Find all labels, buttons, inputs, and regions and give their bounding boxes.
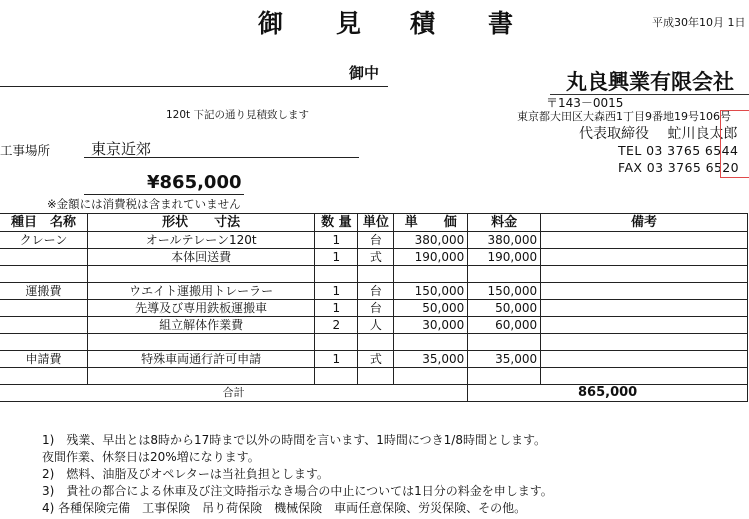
client-underline (0, 86, 388, 87)
row-unit-price: 150,000 (394, 283, 468, 300)
row-remarks (541, 232, 748, 249)
row-unit-price: 380,000 (394, 232, 468, 249)
row-unit-price: 35,000 (394, 351, 468, 368)
amount-underline (84, 194, 244, 195)
note-line: 3) 貴社の都合による休車及び注文時指示なき場合の中止については1日分の料金を申します。 (42, 484, 553, 498)
row-qty: 1 (315, 232, 358, 249)
table-row (0, 334, 748, 351)
issue-date: 平成30年10月 1日 (652, 16, 746, 29)
title-char-2: 見 (336, 9, 362, 38)
client-suffix: 御中 (349, 64, 380, 82)
note-line: 2) 燃料、油脂及びオペレターは当社負担とします。 (42, 467, 329, 481)
table-header-row (0, 214, 748, 232)
row-qty: 2 (315, 317, 358, 334)
row-category (0, 317, 87, 334)
total-amount-display: ¥865,000 (147, 172, 242, 193)
row-unit: 台 (358, 300, 394, 317)
terms-notes (42, 432, 553, 517)
title-char-4: 書 (488, 9, 514, 38)
row-category: クレーン (0, 232, 87, 249)
row-amount (468, 368, 541, 385)
header-category: 種目 名称 (0, 214, 87, 232)
row-category: 申請費 (0, 351, 87, 368)
company-seal-stamp (720, 110, 749, 178)
row-remarks (541, 266, 748, 283)
intro-text: 120t 下記の通り見積致します (166, 109, 309, 121)
row-item: ウエイト運搬用トレーラー (87, 283, 314, 300)
company-name: 丸良興業有限会社 (566, 70, 734, 94)
row-category (0, 266, 87, 283)
row-item: 先導及び専用鉄板運搬車 (87, 300, 314, 317)
table-total-row (0, 385, 748, 402)
row-qty (315, 334, 358, 351)
table-row (0, 283, 748, 300)
row-remarks (541, 334, 748, 351)
table-row (0, 249, 748, 266)
header-remarks: 備考 (541, 214, 748, 232)
header-amount: 料金 (468, 214, 541, 232)
row-amount (468, 266, 541, 283)
row-unit-price (394, 368, 468, 385)
title-char-1: 御 (258, 9, 284, 38)
row-qty: 1 (315, 300, 358, 317)
row-item: オールテレーン120t (87, 232, 314, 249)
note-line: 4) 各種保険完備 工事保険 吊り荷保険 機械保険 車両任意保険、労災保険、その他。 (42, 501, 527, 515)
total-label: 合計 (0, 385, 468, 402)
row-qty (315, 266, 358, 283)
row-unit-price (394, 334, 468, 351)
header-item: 形状 寸法 (87, 214, 314, 232)
company-fax: FAX 03 3765 6520 (618, 160, 740, 175)
row-remarks (541, 368, 748, 385)
company-address: 東京都大田区大森西1丁目9番地19号106号 (517, 110, 731, 123)
row-unit (358, 334, 394, 351)
header-qty: 数 量 (315, 214, 358, 232)
row-item: 特殊車両通行許可申請 (87, 351, 314, 368)
row-amount: 50,000 (468, 300, 541, 317)
row-qty: 1 (315, 283, 358, 300)
row-amount: 35,000 (468, 351, 541, 368)
site-label: 工事場所 (0, 143, 51, 158)
row-category (0, 300, 87, 317)
row-item: 組立解体作業費 (87, 317, 314, 334)
company-postal: 〒143－0015 (546, 96, 624, 110)
tax-note: ※金額には消費税は含まれていません (47, 197, 241, 211)
row-remarks (541, 317, 748, 334)
site-value: 東京近郊 (91, 140, 152, 158)
company-representative: 代表取締役 虻川良太郎 (579, 126, 738, 142)
note-line: 1) 残業、早出とは8時から17時まで以外の時間を言います、1時間につき1/8時間とします。 (42, 433, 547, 447)
row-amount: 60,000 (468, 317, 541, 334)
title-char-3: 積 (410, 9, 436, 38)
row-category (0, 334, 87, 351)
note-line: 夜間作業、休祭日は20%増になります。 (42, 450, 260, 464)
table-row (0, 232, 748, 249)
row-remarks (541, 300, 748, 317)
row-unit-price: 30,000 (394, 317, 468, 334)
row-unit-price (394, 266, 468, 283)
header-unit: 単位 (358, 214, 394, 232)
site-underline (84, 157, 359, 158)
row-item: 本体回送費 (87, 249, 314, 266)
row-unit: 人 (358, 317, 394, 334)
row-amount: 150,000 (468, 283, 541, 300)
total-value: 865,000 (468, 385, 748, 402)
row-qty: 1 (315, 249, 358, 266)
row-remarks (541, 249, 748, 266)
row-unit-price: 50,000 (394, 300, 468, 317)
row-item (87, 368, 314, 385)
row-item (87, 266, 314, 283)
table-row (0, 368, 748, 385)
row-item (87, 334, 314, 351)
row-qty (315, 368, 358, 385)
row-unit: 式 (358, 249, 394, 266)
table-row (0, 317, 748, 334)
row-category (0, 249, 87, 266)
row-category (0, 368, 87, 385)
row-unit: 台 (358, 232, 394, 249)
header-price: 単 価 (394, 214, 468, 232)
row-unit-price: 190,000 (394, 249, 468, 266)
row-amount: 190,000 (468, 249, 541, 266)
company-tel: TEL 03 3765 6544 (618, 143, 739, 158)
row-unit (358, 266, 394, 283)
row-amount (468, 334, 541, 351)
row-unit (358, 368, 394, 385)
table-row (0, 300, 748, 317)
row-category: 運搬費 (0, 283, 87, 300)
row-remarks (541, 351, 748, 368)
row-qty: 1 (315, 351, 358, 368)
row-amount: 380,000 (468, 232, 541, 249)
row-remarks (541, 283, 748, 300)
row-unit: 式 (358, 351, 394, 368)
table-row (0, 266, 748, 283)
row-unit: 台 (358, 283, 394, 300)
estimate-table (0, 213, 748, 402)
table-row (0, 351, 748, 368)
